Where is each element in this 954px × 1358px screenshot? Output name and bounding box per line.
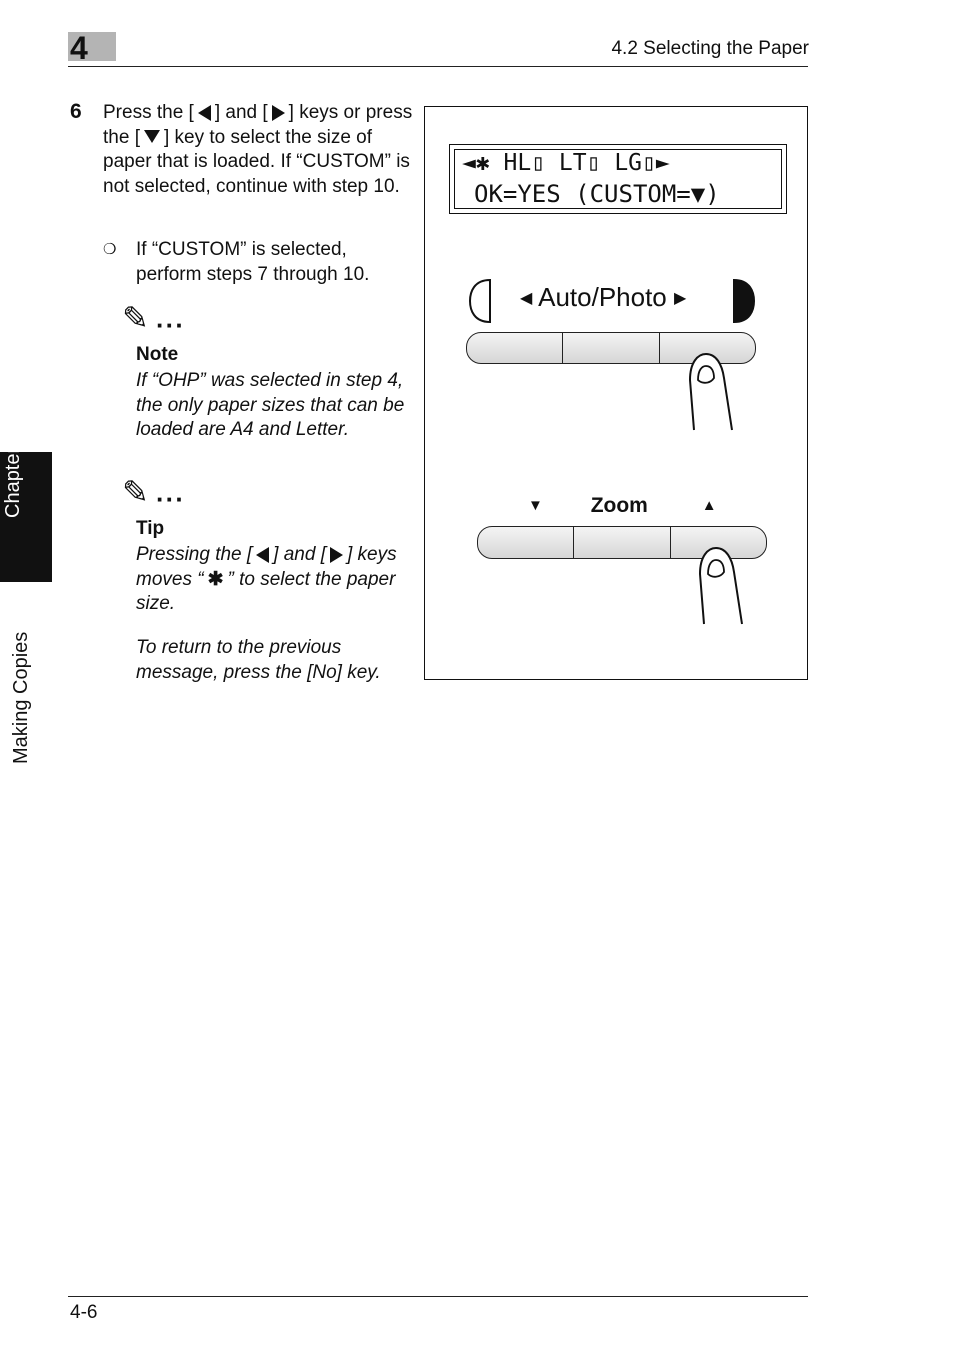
finger-pointer-icon bbox=[684, 352, 740, 434]
right-arrow-key-icon bbox=[272, 105, 285, 121]
tip-text bbox=[136, 543, 421, 617]
side-tab-chapter-label: Chapter 4 bbox=[2, 430, 24, 518]
dark-density-icon bbox=[730, 278, 760, 324]
tip-text-part-1: Pressing the [ bbox=[136, 544, 253, 565]
right-arrow-key-icon bbox=[330, 547, 343, 563]
tip-text-part-2: ] and [ bbox=[273, 544, 326, 565]
chapter-number: 4 bbox=[70, 30, 88, 66]
auto-photo-key[interactable] bbox=[563, 333, 659, 363]
step-text-part-1: Press the [ bbox=[103, 102, 194, 123]
auto-photo-label bbox=[520, 282, 686, 313]
tip-text-part-4: ” to select the paper size. bbox=[136, 568, 396, 614]
note-dots-icon: ··· bbox=[156, 310, 185, 340]
finger-pointer-icon bbox=[694, 546, 750, 628]
lcd-line-1: ◄✱ HL▯ LT▯ LG▯► bbox=[462, 150, 670, 176]
left-arrow-key-icon bbox=[256, 547, 269, 563]
lcd-line-2: OK=YES (CUSTOM=▼) bbox=[474, 180, 720, 208]
right-triangle-icon: ▶ bbox=[674, 290, 687, 307]
auto-photo-text: Auto/Photo bbox=[538, 282, 667, 312]
step-text-part-3: ] keys or press the [ bbox=[103, 102, 413, 148]
note-text: If “OHP” was selected in step 4, the only paper sizes that can be loaded are A4 and Letter. bbox=[136, 370, 405, 440]
zoom-label bbox=[528, 494, 717, 518]
side-tab-section-label: Making Copies bbox=[10, 631, 32, 764]
tip-pencil-icon: ✎ bbox=[122, 474, 149, 510]
down-triangle-icon: ▼ bbox=[528, 497, 543, 514]
page-number: 4-6 bbox=[70, 1302, 98, 1323]
step-text-part-2: ] and [ bbox=[214, 102, 268, 123]
zoom-reset-key[interactable] bbox=[574, 527, 670, 558]
bullet-text: If “CUSTOM” is selected, perform steps 7 through 10. bbox=[136, 239, 370, 285]
step-number: 6 bbox=[70, 100, 82, 123]
up-triangle-icon: ▲ bbox=[701, 497, 717, 514]
zoom-down-key[interactable] bbox=[478, 527, 574, 558]
note-pencil-icon: ✎ bbox=[122, 300, 149, 336]
down-arrow-key-icon bbox=[144, 130, 160, 143]
footer-divider bbox=[68, 1296, 808, 1297]
left-triangle-icon: ◀ bbox=[520, 290, 533, 307]
step-text-part-4: ] key to select the size of paper that is loaded. If “CUSTOM” is not selected, continue with step 10. bbox=[103, 126, 410, 197]
note-label: Note bbox=[136, 344, 179, 365]
section-title: 4.2 Selecting the Paper bbox=[611, 38, 809, 59]
left-arrow-key-icon bbox=[198, 105, 211, 121]
tip-dots-icon: ··· bbox=[156, 484, 185, 514]
tip-text-return: To return to the previous message, press the [No] key. bbox=[136, 637, 381, 683]
tip-label: Tip bbox=[136, 518, 165, 539]
step-instruction bbox=[103, 101, 418, 199]
zoom-text: Zoom bbox=[590, 494, 648, 517]
light-density-icon bbox=[466, 278, 496, 324]
header-divider bbox=[68, 66, 808, 67]
bullet-circle-icon: ❍ bbox=[103, 241, 117, 258]
tip-text-part-3: ] keys moves “ bbox=[136, 544, 397, 590]
cursor-asterisk-icon: ✱ bbox=[207, 568, 224, 590]
density-lighter-key[interactable] bbox=[467, 333, 563, 363]
